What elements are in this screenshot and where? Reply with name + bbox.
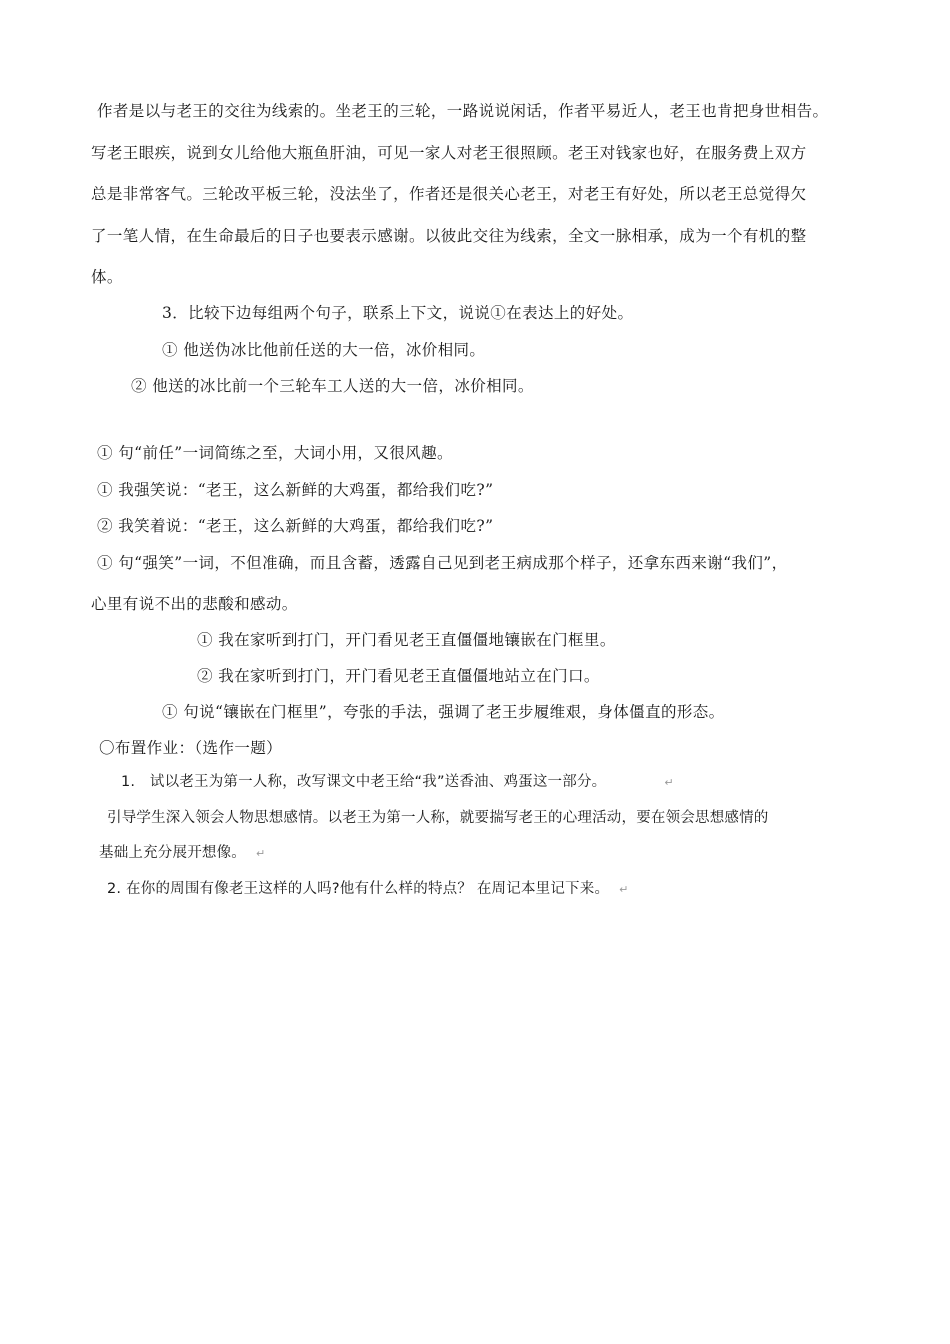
- paragraph-line: 体。: [91, 268, 123, 286]
- compare-sentence: ① 我强笑说：“老王，这么新鲜的大鸡蛋，都给我们吃?”: [97, 481, 494, 499]
- homework-guide: [99, 843, 265, 864]
- homework-item: [121, 772, 674, 793]
- paragraph-mark-icon: ↵: [256, 847, 266, 860]
- paragraph-mark-icon: ↵: [619, 883, 629, 896]
- compare-sentence: ② 我笑着说：“老王，这么新鲜的大鸡蛋，都给我们吃?”: [97, 517, 494, 535]
- question-prompt: 3．比较下边每组两个句子，联系上下文，说说①在表达上的好处。: [162, 304, 634, 322]
- answer-text: ① 句“前任”一词简练之至，大词小用，又很风趣。: [97, 444, 453, 462]
- homework-item-text: 2. 在你的周围有像老王这样的人吗?他有什么样的特点？ 在周记本里记下来。: [107, 881, 610, 897]
- homework-guide-text: 基础上充分展开想像。: [99, 845, 246, 861]
- compare-sentence: ① 我在家听到打门，开门看见老王直僵僵地镶嵌在门框里。: [197, 631, 616, 649]
- compare-sentence: ① 他送伪冰比他前任送的大一倍，冰价相同。: [162, 341, 486, 359]
- homework-item-text: 1. 试以老王为第一人称，改写课文中老王给“我”送香油、鸡蛋这一部分。: [121, 774, 607, 790]
- answer-text: ① 句“强笑”一词，不但准确，而且含蓄，透露自己见到老王病成那个样子，还拿东西来谢“我们”，: [97, 554, 788, 572]
- answer-text: ① 句说“镶嵌在门框里”，夸张的手法，强调了老王步履维艰，身体僵直的形态。: [162, 703, 725, 721]
- homework-guide: 引导学生深入领会人物思想感情。以老王为第一人称，就要揣写老王的心理活动，要在领会思想感情的: [107, 810, 769, 826]
- paragraph-mark-icon: ↵: [664, 776, 674, 789]
- homework-heading: 〇布置作业：（选作一题）: [99, 739, 283, 757]
- compare-sentence: ② 他送的冰比前一个三轮车工人送的大一倍，冰价相同。: [131, 377, 534, 395]
- paragraph-line: 总是非常客气。三轮改平板三轮，没法坐了，作者还是很关心老王，对老王有好处，所以老王总觉得欠: [91, 185, 807, 203]
- answer-text: 心里有说不出的悲酸和感动。: [91, 595, 298, 613]
- homework-item: [107, 879, 629, 900]
- compare-sentence: ② 我在家听到打门，开门看见老王直僵僵地站立在门口。: [197, 667, 600, 685]
- paragraph-line: 作者是以与老王的交往为线索的。坐老王的三轮，一路说说闲话，作者平易近人，老王也肯把身世相告。: [97, 102, 829, 120]
- paragraph-line: 写老王眼疾，说到女儿给他大瓶鱼肝油，可见一家人对老王很照顾。老王对钱家也好，在服务费上双方: [91, 144, 807, 162]
- paragraph-line: 了一笔人情，在生命最后的日子也要表示感谢。以彼此交往为线索，全文一脉相承，成为一个有机的整: [91, 227, 807, 245]
